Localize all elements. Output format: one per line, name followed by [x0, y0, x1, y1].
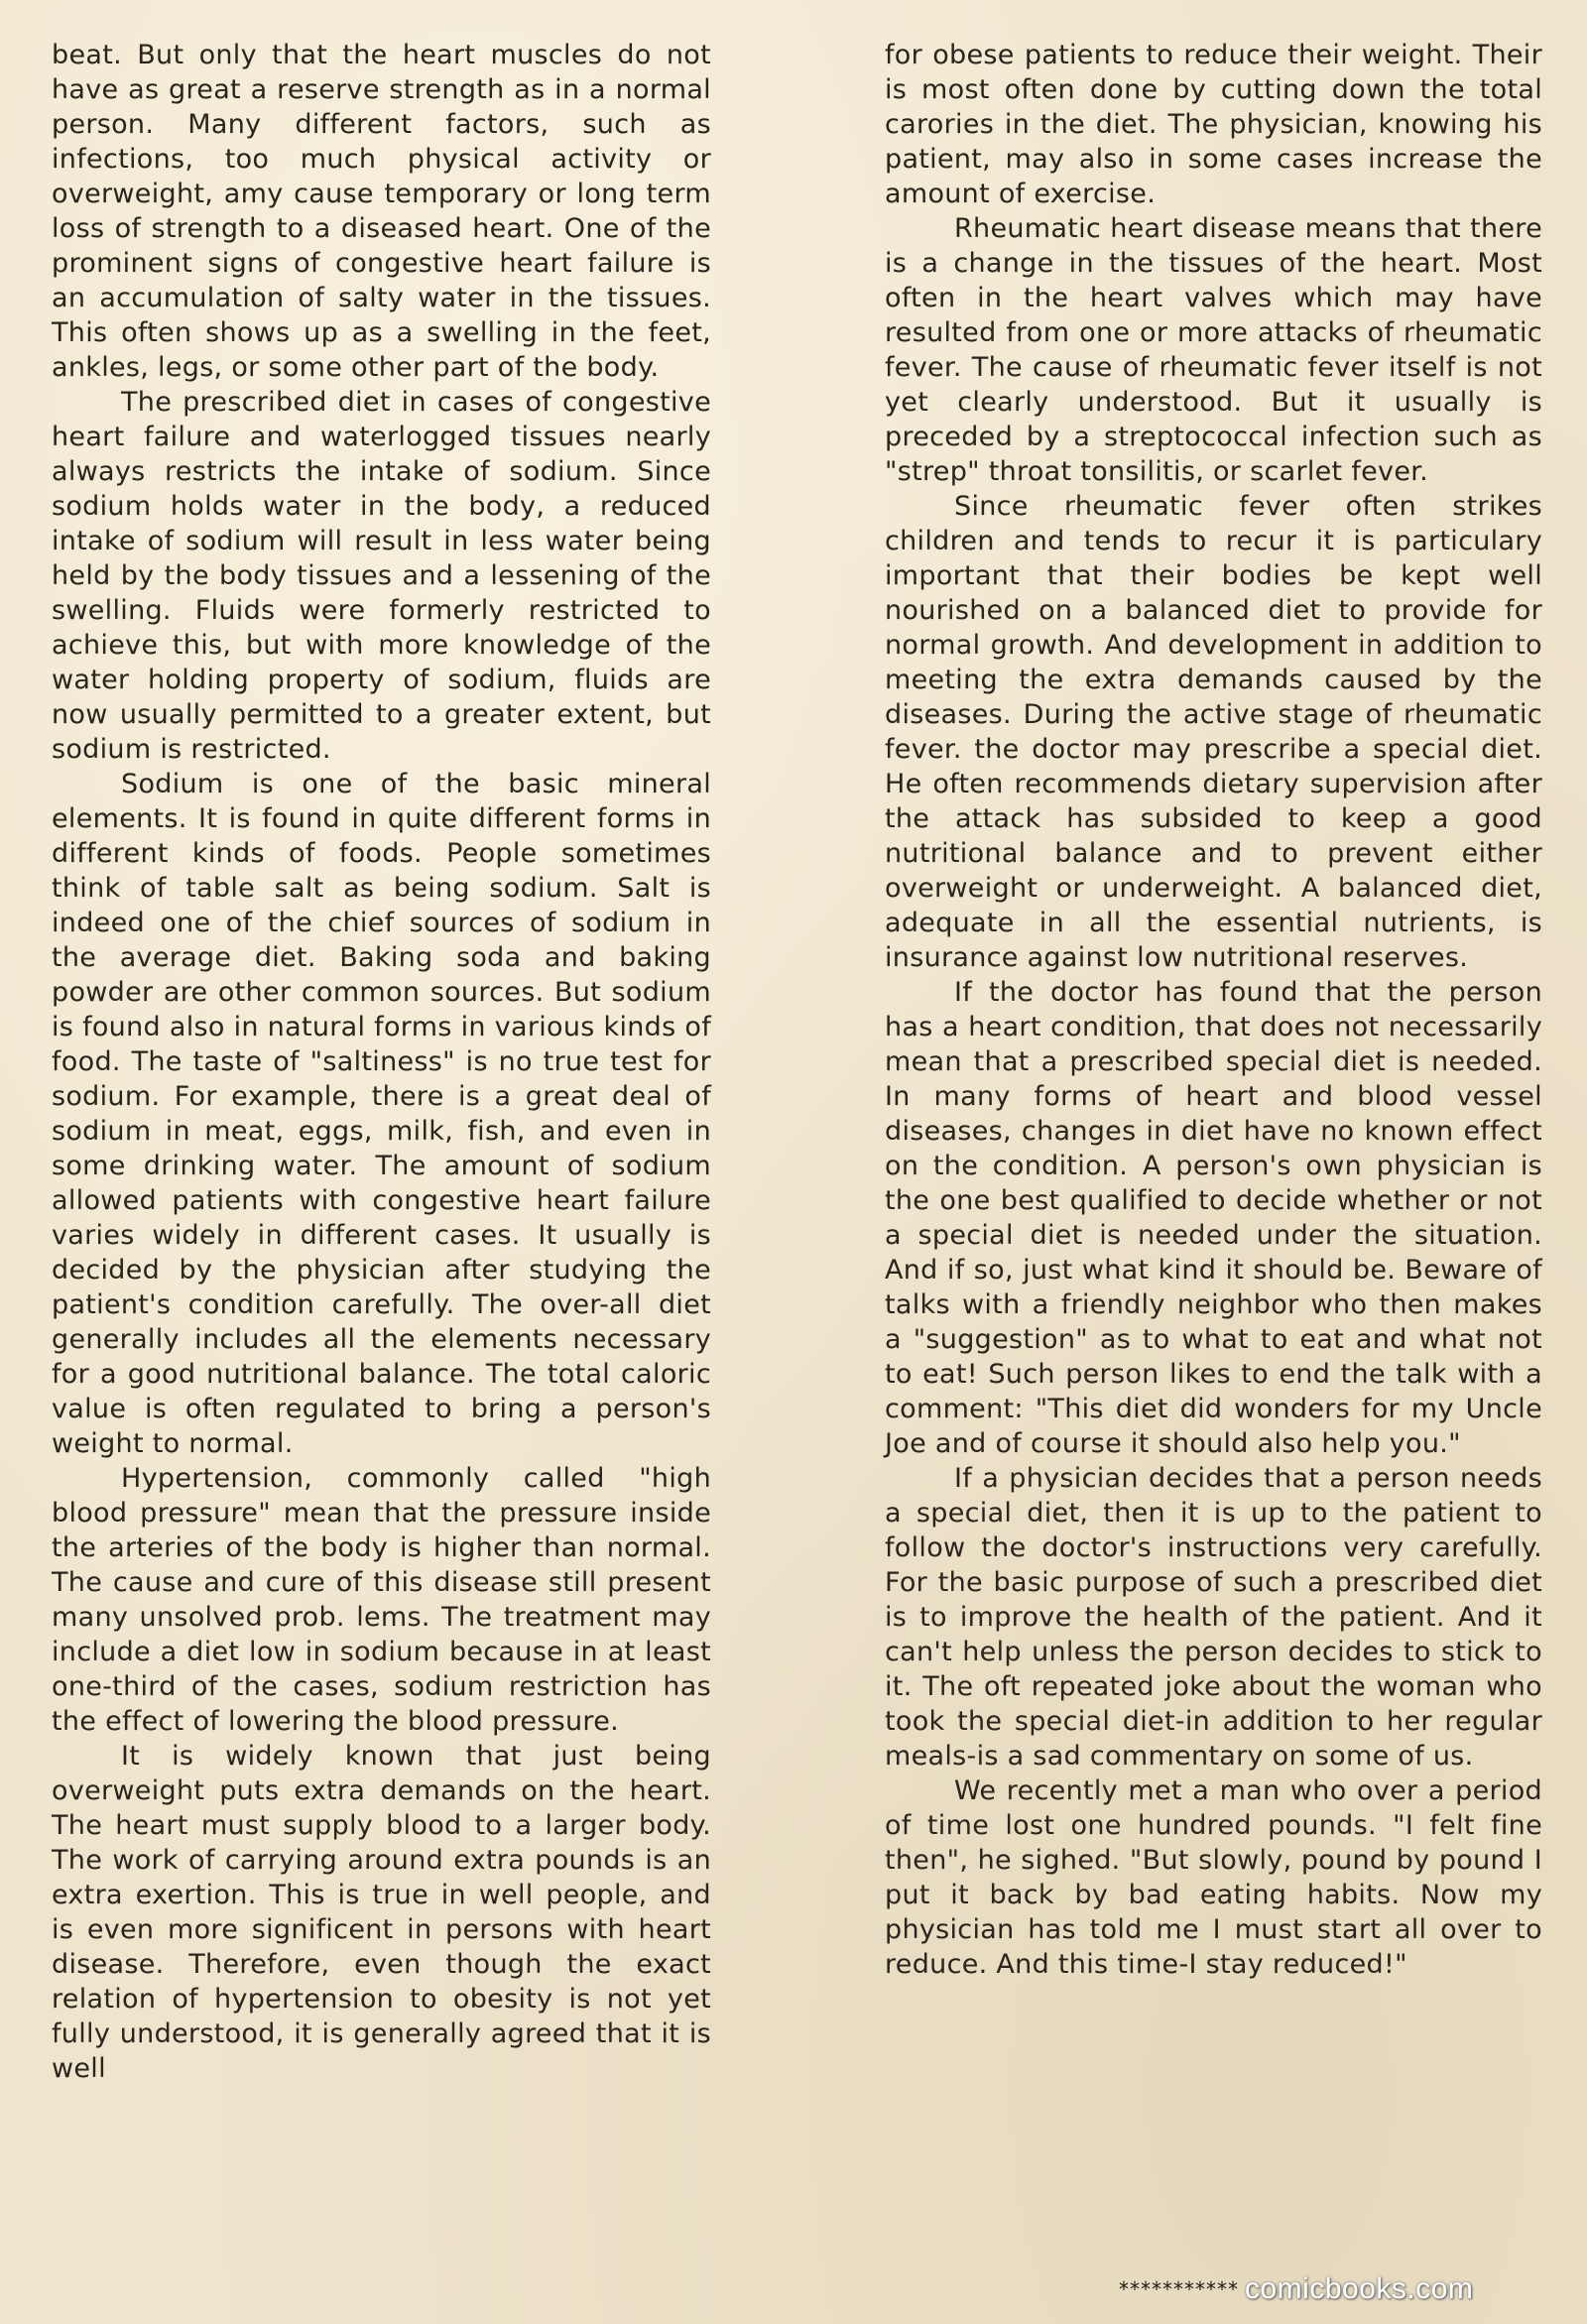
footer [1119, 2269, 1555, 2309]
paragraph-sodium-diet: The prescribed diet in cases of congestive heart failure and waterlogged tissues nearly always restricts the intake of sodium. Since sodium holds water in the body, a reduced intake of sodium will result in less water being held by the body tissues and a lessening of the swelling. Fluids were formerly restricted to achieve this, but with more knowledge of the water holding property of sodium, fluids are now usually permitted to a greater extent, but sodium is restricted. [52, 387, 711, 765]
paragraph-heart-failure: beat. But only that the heart muscles do not have as great a reserve strength as in a normal person. Many different factors, such as infections, too much physical activity or overweight, amy cause temporary or long term loss of strength to a diseased heart. One of the prominent signs of congestive heart failure is an accumulation of salty water in the tissues. This often shows up as a swelling in the feet, ankles, legs, or some other part of the body. [52, 40, 711, 383]
paragraph-obese-patients: for obese patients to reduce their weight. Their is most often done by cutting down the total carories in the diet. The physician, knowing his patient, may also in some cases increase the amount of exercise. [885, 40, 1542, 209]
watermark: comicbooks.com [1245, 2272, 1474, 2305]
paragraph-rheumatic-disease: Rheumatic heart disease means that there is a change in the tissues of the heart. Most often in the heart valves which may have resulted from one or more attacks of rheumatic fever. The cause of rheumatic fever itself is not yet clearly understood. But it usually is preceded by a streptococcal infection such as "strep" throat tonsilitis, or scarlet fever. [885, 213, 1542, 487]
paragraph-hypertension: Hypertension, commonly called "high blood pressure" mean that the pressure inside the arteries of the body is higher than normal. The cause and cure of this disease still present many unsolved prob. lems. The treatment may include a diet low in sodium because in at least one-third of the cases, sodium restriction has the effect of lowering the blood pressure. [52, 1463, 711, 1737]
paragraph-sodium-sources: Sodium is one of the basic mineral elements. It is found in quite different forms in different kinds of foods. People sometimes think of table salt as being sodium. Salt is indeed one of the chief sources of sodium in the average diet. Baking soda and baking powder are other common sources. But sodium is found also in natural forms in various kinds of food. The taste of "saltiness" is no true test for sodium. For example, there is a great deal of sodium in meat, eggs, milk, fish, and even in some drinking water. The amount of sodium allowed patients with congestive heart failure varies widely in different cases. It usually is decided by the physician after studying the patient's condition carefully. The over-all diet generally includes all the elements necessary for a good nutritional balance. The total caloric value is often regulated to bring a person's weight to normal. [52, 769, 711, 1459]
left-column [52, 38, 711, 2086]
paragraph-special-diet: If a physician decides that a person needs a special diet, then it is up to the patient to follow the doctor's instructions very carefully. For the basic purpose of such a prescribed diet is to improve the health of the patient. And it can't help unless the person decides to stick to it. The oft repeated joke about the woman who took the special diet-in addition to her regular meals-is a sad commentary on some of us. [885, 1463, 1542, 1772]
paragraph-hundred-pounds: We recently met a man who over a period of time lost one hundred pounds. "I felt fine then", he sighed. "But slowly, pound by pound I put it back by bad eating habits. Now my physician has told me I must start all over to reduce. And this time-I stay reduced!" [885, 1775, 1542, 1980]
paragraph-overweight: It is widely known that just being overweight puts extra demands on the heart. The heart must supply blood to a larger body. The work of carrying around extra pounds is an extra exertion. This is true in well people, and is even more significent in persons with heart disease. Therefore, even though the exact relation of hypertension to obesity is not yet fully understood, it is generally agreed that it is well [52, 1741, 711, 2084]
end-stars: *********** [1119, 2277, 1239, 2301]
paragraph-doctor-condition: If the doctor has found that the person has a heart condition, that does not necessarily mean that a prescribed special diet is needed. In many forms of heart and blood vessel diseases, changes in diet have no known effect on the condition. A person's own physician is the one best qualified to decide whether or not a special diet is needed under the situation. And if so, just what kind it should be. Beware of talks with a friendly neighbor who then makes a "suggestion" as to what to eat and what not to eat! Such person likes to end the talk with a comment: "This diet did wonders for my Uncle Joe and of course it should also help you." [885, 977, 1542, 1459]
paragraph-rheumatic-children: Since rheumatic fever often strikes children and tends to recur it is particulary important that their bodies be kept well nourished on a balanced diet to provide for normal growth. And development in addition to meeting the extra demands caused by the diseases. During the active stage of rheumatic fever. the doctor may prescribe a special diet. He often recommends dietary supervision after the attack has subsided to keep a good nutritional balance and to prevent either overweight or underweight. A balanced diet, adequate in all the essential nutrients, is insurance against low nutritional reserves. [885, 491, 1542, 973]
right-column [885, 38, 1542, 1982]
